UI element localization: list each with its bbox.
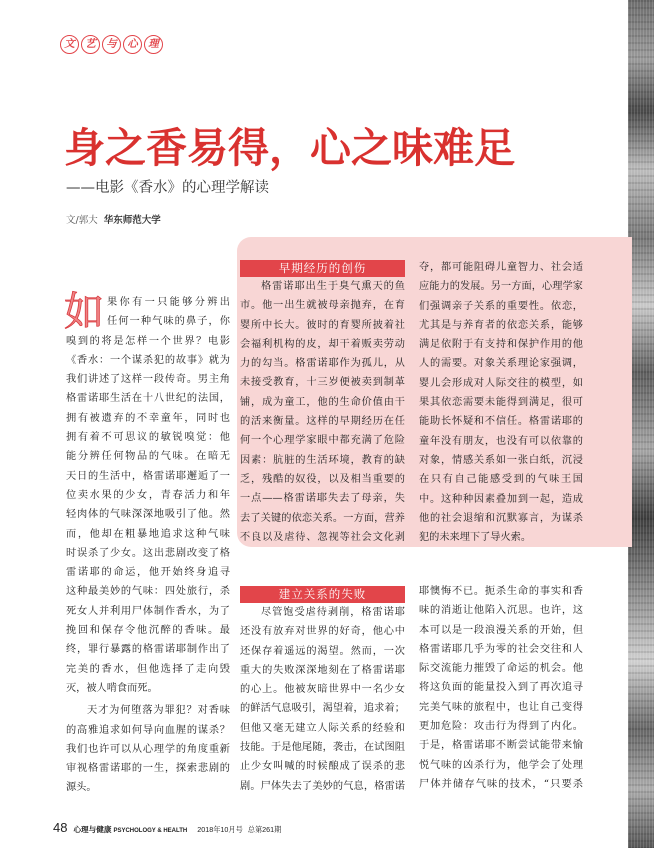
body-text-line: 任何一种气味的鼻子，你 xyxy=(107,316,230,328)
body-text-line: 尤其是与养育者的依恋关系，能够 xyxy=(419,319,583,331)
body-text-line: 时误杀了少女。这出悲剧改变了格 xyxy=(66,547,230,559)
body-text-line: 何一个心理学家眼中都充满了危险 xyxy=(240,435,405,447)
body-text-line: 拥有被遗弃的不幸童年，同时也 xyxy=(66,412,230,424)
body-text-line: 源头。 xyxy=(66,782,97,794)
body-text-line: 嗅到的将是怎样一个世界？电影 xyxy=(66,335,230,347)
body-text-line: 我们也许可以从心理学的角度重新 xyxy=(66,743,230,755)
body-text-line: 终，罪行暴露的格雷诺耶制作出了 xyxy=(66,644,230,656)
body-text-line: 将这负面的能量投入到了再次追寻 xyxy=(419,682,583,694)
body-text-line: 果你有一只能够分辨出 xyxy=(107,297,230,308)
body-text-line: 未接受教育，十三岁便被卖到制革 xyxy=(240,377,405,389)
body-text-line: 灭，被人啃食而死。 xyxy=(66,682,158,694)
magazine-name-cn: 心理与健康 xyxy=(73,825,112,834)
section-tag-char: 与 xyxy=(102,35,121,54)
body-text-line: 止少女叫喊的时候酿成了误杀的悲 xyxy=(240,761,405,773)
body-text-line: 天才为何堕落为罪犯？对香味 xyxy=(87,705,230,717)
body-text-line: 们强调亲子关系的重要性。依恋， xyxy=(419,300,583,312)
body-text-line: 但他又毫无建立人际关系的经验和 xyxy=(240,722,405,734)
body-text-line: 应能力的发展。另一方面，心理学家 xyxy=(419,281,583,293)
body-text-line: 对象，情感关系如一张白纸，沉浸 xyxy=(419,454,583,466)
body-text-line: 的心上。他被灰暗世界中一名少女 xyxy=(240,684,405,696)
body-text-line: 挽回和保存令他沉醉的香味。最 xyxy=(66,625,230,637)
page-footer xyxy=(53,820,281,835)
body-text-line: 的鲜活气息吸引，渴望着，追求着； xyxy=(240,703,405,715)
article-column-1 xyxy=(66,293,230,798)
section-tag-char: 文 xyxy=(60,35,79,54)
section-tag xyxy=(60,35,163,54)
section-tag-char: 心 xyxy=(123,35,142,54)
body-text-line: 犯的未来埋下了导火索。 xyxy=(419,532,532,544)
body-text-line: 完美气味的旅程中，也让自己变得 xyxy=(419,701,583,713)
body-text-line: 死女人并利用尸体制作香水，为了 xyxy=(66,605,230,617)
body-text-line: 在只有自己能感受到的气味王国 xyxy=(419,474,583,486)
body-text-line: 剧。尸体失去了美妙的气息，格雷诺 xyxy=(240,780,405,792)
body-text-line: 重大的失败深深地刻在了格雷诺耶 xyxy=(240,664,405,676)
body-text-line: 力的勾当。格雷诺耶作为孤儿，从 xyxy=(240,358,405,370)
section-heading: 建立关系的失败 xyxy=(240,586,405,603)
body-text-line: 拥有着不可思议的敏锐嗅觉：他 xyxy=(66,432,230,444)
body-text-line: 尸体并储存气味的技术，“只要杀 xyxy=(419,778,583,790)
byline-affiliation: 华东师范大学 xyxy=(103,215,161,226)
body-text-line: 市。他一出生就被母亲抛弃，在育 xyxy=(240,300,405,312)
body-text-line: 味的消逝让他陷入沉思。也许，这 xyxy=(419,605,583,617)
body-text-line: 这种最美妙的气味：四处旅行，杀 xyxy=(66,586,230,598)
body-text-line: 因素：肮脏的生活环境，教育的缺 xyxy=(240,454,405,466)
body-text-line: 格雷诺耶生活在十八世纪的法国， xyxy=(66,393,230,405)
body-text-line: 果其依恋需要未能得到满足，很可 xyxy=(419,397,583,409)
body-text-line: 能助长怀疑和不信任。格雷诺耶的 xyxy=(419,416,583,428)
article-column-2-top xyxy=(240,277,405,547)
body-text-line: 他的社会退缩和沉默寡言，为谋杀 xyxy=(419,512,583,524)
body-text-line: 格雷诺耶出生于臭气熏天的鱼 xyxy=(261,281,405,292)
body-text-line: 我们讲述了这样一段传奇。男主角 xyxy=(66,374,230,386)
section-tag-char: 理 xyxy=(144,35,163,54)
body-text-line: 铺，成为童工，他的生命价值由干 xyxy=(240,396,405,408)
byline xyxy=(66,215,161,227)
body-text-line: 尽管饱受虐待剥削，格雷诺耶 xyxy=(261,607,405,618)
body-text-line: 童年没有朋友，也没有可以依靠的 xyxy=(419,435,583,447)
body-text-line: 去了关键的依恋关系。一方面，营养 xyxy=(240,512,405,524)
article-column-2-bottom xyxy=(240,603,405,796)
section-heading: 早期经历的创伤 xyxy=(240,260,405,277)
body-text-line: 更加危险：攻击行为得到了内化。 xyxy=(419,721,583,733)
article-column-3-bottom xyxy=(419,582,583,794)
body-text-line: 位卖水果的少女，青春活力和年 xyxy=(66,489,230,501)
byline-author: 文/郭大 xyxy=(66,215,98,226)
body-text-line: 还没有放弃对世界的好奇，他心中 xyxy=(240,626,405,638)
body-text-line: 会福利机构的皮，却干着贩卖劳动 xyxy=(240,338,405,350)
body-text-line: 完美的香水，但他选择了走向毁 xyxy=(66,663,230,675)
body-text-line: 《香水：一个谋杀犯的故事》就为 xyxy=(66,354,230,366)
body-text-line: 审视格雷诺耶的一生，探索悲剧的 xyxy=(66,763,230,775)
body-text-line: 技能。于是他尾随，袭击，在试图阻 xyxy=(240,742,405,754)
body-text-line: 乏，残酷的奴役，以及相当重要的 xyxy=(240,473,405,485)
page-number: 48 xyxy=(53,820,68,835)
body-text-line: 天日的生活中，格雷诺耶邂逅了一 xyxy=(66,470,230,482)
body-text-line: 轻肉体的气味深深地吸引了他。然 xyxy=(66,509,230,521)
issue-date: 2018年10月号 xyxy=(197,825,243,834)
body-text-line: 不良以及虐待、忽视等社会文化剥 xyxy=(240,531,405,543)
body-text-line: 耶懊悔不已。扼杀生命的事实和香 xyxy=(419,586,583,597)
body-text-line: 婴儿会形成对人际交往的模型，如 xyxy=(419,377,583,389)
total-issue-number: 总第261期 xyxy=(247,825,282,834)
body-text-line: 格雷诺耶几乎为零的社会交往和人 xyxy=(419,643,583,655)
body-text-line: 能分辨任何物品的气味。在暗无 xyxy=(66,451,230,463)
body-text-line: 满足依附于有支持和保护作用的他 xyxy=(419,339,583,351)
body-text-line: 中。这种种因素叠加到一起，造成 xyxy=(419,493,583,505)
drop-cap: 如 xyxy=(64,289,104,335)
body-text-line: 人的需要。对象关系理论家强调， xyxy=(419,358,583,370)
article-title: 身之香易得，心之味难足 xyxy=(64,124,515,172)
body-text-line: 婴所中长大。彼时的育婴所披着社 xyxy=(240,319,405,331)
body-text-line: 的活来衡量。这样的早期经历在任 xyxy=(240,416,405,428)
body-text-line: 雷诺耶的命运，他开始终身追寻 xyxy=(66,567,230,579)
body-text-line: 还保存着遥远的渴望。然而，一次 xyxy=(240,645,405,657)
article-subtitle: ——电影《香水》的心理学解读 xyxy=(66,180,269,196)
article-column-3-top xyxy=(419,258,583,547)
magazine-name-en: PSYCHOLOGY & HEALTH xyxy=(113,828,188,834)
body-text-line: 夺，都可能阻碍儿童智力、社会适 xyxy=(419,262,583,273)
section-tag-char: 艺 xyxy=(81,35,100,54)
body-text-line: 本可以是一段浪漫关系的开始，但 xyxy=(419,624,583,636)
body-text-line: 际交流能力摧毁了命运的机会。他 xyxy=(419,663,583,675)
body-text-line: 而，他却在粗暴地追求这种气味 xyxy=(66,528,230,540)
body-text-line: 一点——格雷诺耶失去了母亲，失 xyxy=(240,493,405,505)
body-text-line: 于是，格雷诺耶不断尝试能带来愉 xyxy=(419,740,583,752)
body-text-line: 的高雅追求如何导向血腥的谋杀？ xyxy=(66,724,230,736)
body-text-line: 悦气味的凶杀行为，他学会了处理 xyxy=(419,759,583,771)
paragraph xyxy=(66,701,230,797)
